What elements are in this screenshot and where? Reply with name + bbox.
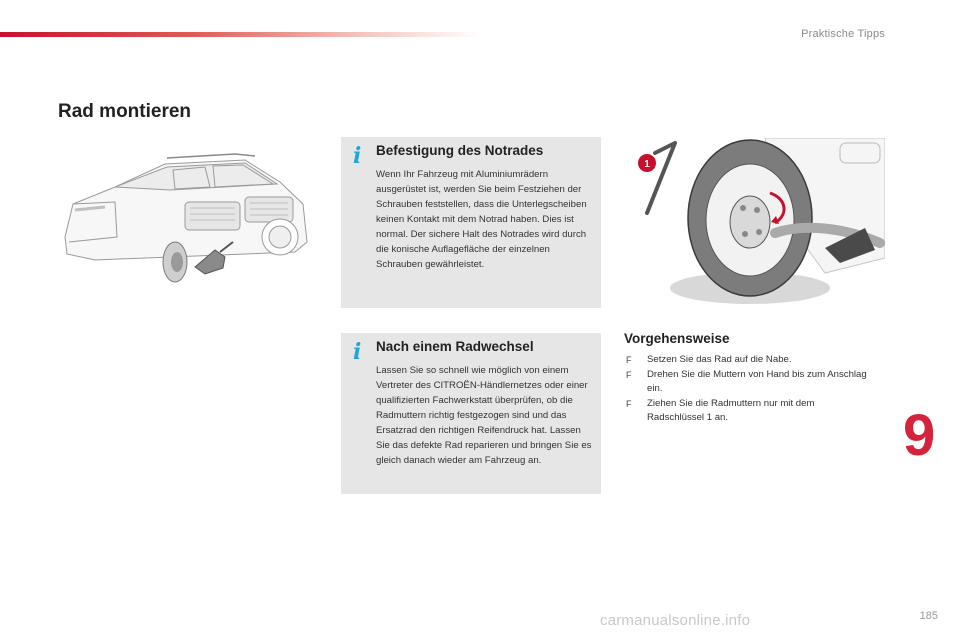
step-marker: F	[626, 398, 632, 409]
info-icon: i	[353, 339, 362, 365]
step-text: Drehen Sie die Muttern von Hand bis zum Anschlag ein.	[647, 368, 867, 394]
info-box-spare-wheel	[341, 137, 601, 308]
info-icon: i	[353, 143, 362, 169]
step-marker: F	[626, 355, 632, 365]
info-box-after-wheel-change	[341, 333, 601, 494]
procedure-steps	[624, 353, 874, 426]
section-label: Praktische Tipps	[801, 28, 885, 40]
chapter-number: 9	[903, 403, 936, 468]
wheel-and-wrench-illustration	[625, 138, 885, 310]
callout-number: 1	[644, 159, 650, 170]
procedure-title: Vorgehensweise	[624, 331, 730, 346]
info-box-text: Wenn Ihr Fahrzeug mit Aluminiumrädern ausgerüstet ist, werden Sie beim Festziehen der Schrauben feststellen, dass die Unterlegscheiben keinen Kontakt mit dem Notrad haben. Dies ist normal. Der sichere Halt des Notrades wird durch die konische Auflagefläche der einzelnen Schrauben gewährleistet.	[376, 169, 587, 270]
info-box-text: Lassen Sie so schnell wie möglich von einem Vertreter des CITROËN-Händlernetzes oder einer qualifizierten Fachwerkstatt überprüfen, ob die Radmuttern richtig festgezogen sind und das Ersatzrad den richtigen Reifendruck hat. Lassen Sie das defekte Rad reparieren und bringen Sie es gleich danach wieder am Fahrzeug an.	[376, 365, 592, 466]
procedure-step	[624, 353, 874, 368]
procedure-step	[624, 397, 874, 426]
watermark: carmanualsonline.info	[600, 612, 751, 629]
step-text: Ziehen Sie die Radmuttern nur mit dem Radschlüssel 1 an.	[647, 397, 815, 423]
car-side-view-illustration	[55, 142, 330, 292]
info-box-title: Befestigung des Notrades	[376, 143, 544, 158]
step-marker: F	[626, 369, 632, 380]
page-title: Rad montieren	[58, 101, 192, 122]
step-text: Setzen Sie das Rad auf die Nabe.	[647, 354, 792, 365]
info-box-title: Nach einem Radwechsel	[376, 339, 534, 354]
procedure-step	[624, 368, 874, 397]
page-number: 185	[919, 610, 938, 622]
header-accent-bar	[0, 32, 480, 37]
